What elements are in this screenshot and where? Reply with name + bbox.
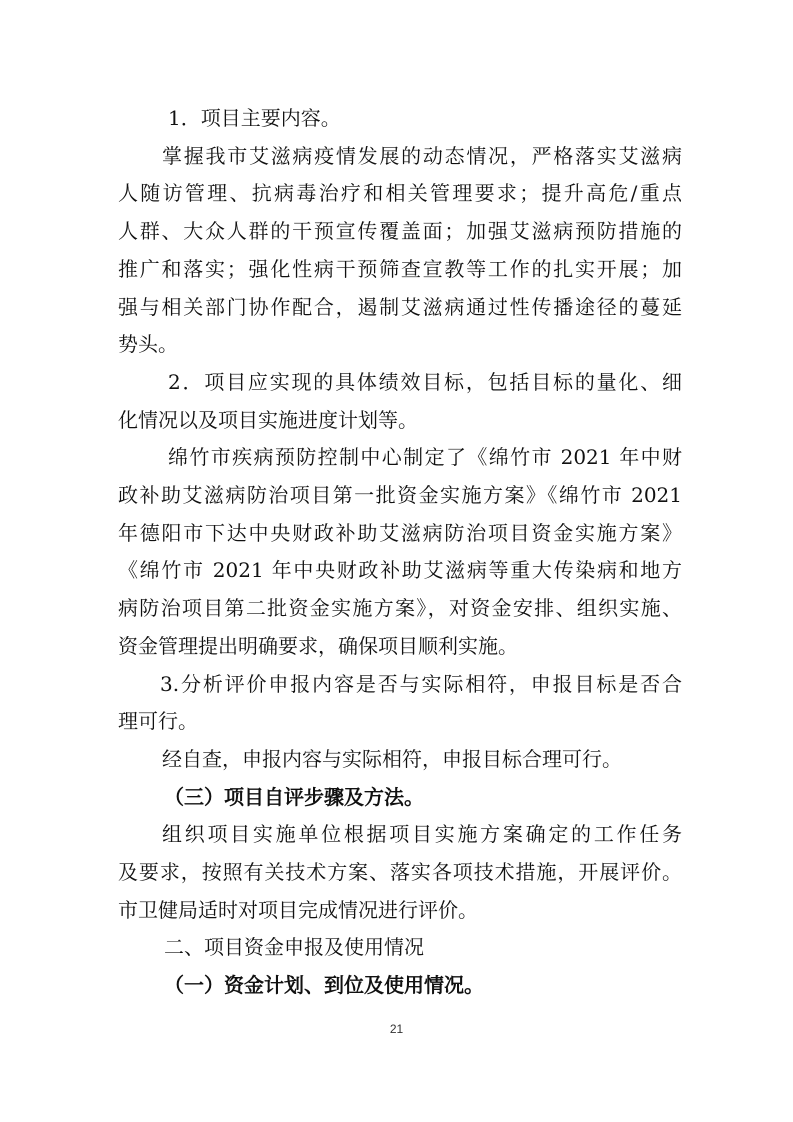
- text-line: 2．项目应实现的具体绩效目标，包括目标的量化、细: [168, 369, 682, 394]
- text-line: 掌握我市艾滋病疫情发展的动态情况，严格落实艾滋病: [162, 143, 682, 168]
- text-line: （三）项目自评步骤及方法。: [164, 784, 424, 809]
- text-line: 强与相关部门协作配合，遏制艾滋病通过性传播途径的蔓延: [118, 294, 682, 319]
- text-line: 人群、大众人群的干预宣传覆盖面；加强艾滋病预防措施的: [118, 219, 682, 244]
- text-line: 二、项目资金申报及使用情况: [164, 935, 424, 960]
- section3-body: [118, 816, 682, 929]
- text-line: 3.分析评价申报内容是否与实际相符，申报目标是否合: [160, 671, 682, 696]
- text-line: 组织项目实施单位根据项目实施方案确定的工作任务: [162, 822, 682, 847]
- text-line: 1．项目主要内容。: [168, 106, 341, 130]
- text-line: 资金管理提出明确要求，确保项目顺利实施。: [118, 633, 518, 658]
- item1-body: [118, 138, 682, 364]
- text-line: 化情况以及项目实施进度计划等。: [118, 407, 418, 432]
- page-content: [118, 100, 682, 1005]
- item1-heading: [118, 100, 682, 138]
- part2-sub1-heading: [118, 967, 682, 1005]
- item3-heading: [118, 666, 682, 741]
- item2-body: [118, 439, 682, 665]
- text-line: 理可行。: [118, 709, 198, 734]
- section3-heading: [118, 779, 682, 817]
- text-line: 及要求，按照有关技术方案、落实各项技术措施，开展评价。: [118, 860, 682, 885]
- item3-body: [118, 741, 682, 779]
- text-line: 市卫健局适时对项目完成情况进行评价。: [118, 897, 478, 922]
- text-line: 人随访管理、抗病毒治疗和相关管理要求；提升高危/重点: [118, 181, 682, 206]
- text-line: 势头。: [118, 332, 178, 357]
- text-line: 政补助艾滋病防治项目第一批资金实施方案》《绵竹市 2021: [118, 483, 682, 508]
- text-line: 推广和落实；强化性病干预筛查宣教等工作的扎实开展；加: [118, 256, 682, 281]
- text-line: 年德阳市下达中央财政补助艾滋病防治项目资金实施方案》: [118, 520, 682, 545]
- page-number: 21: [389, 1022, 404, 1036]
- text-line: 经自查，申报内容与实际相符，申报目标合理可行。: [162, 746, 622, 771]
- part2-heading: [118, 929, 682, 967]
- item2-heading: [118, 364, 682, 439]
- text-line: 病防治项目第二批资金实施方案》，对资金安排、组织实施、: [118, 596, 682, 621]
- text-line: 《绵竹市 2021 年中央财政补助艾滋病等重大传染病和地方: [118, 558, 682, 583]
- text-line: 绵竹市疾病预防控制中心制定了《绵竹市 2021 年中财: [168, 445, 682, 470]
- text-line: （一）资金计划、到位及使用情况。: [164, 973, 484, 998]
